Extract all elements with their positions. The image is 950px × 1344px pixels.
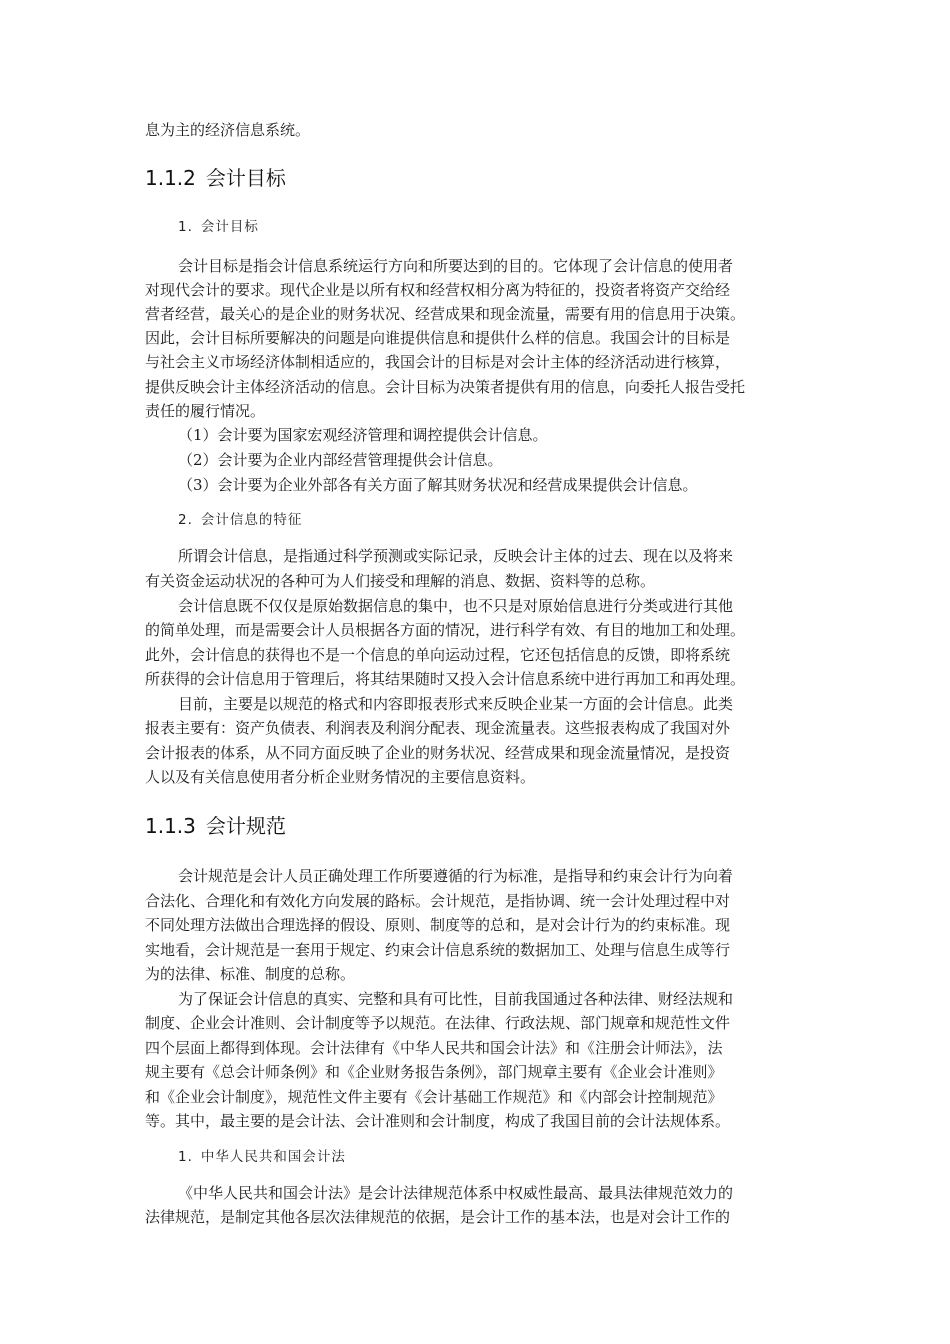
paragraph-line: 四个层面上都得到体现。会计法律有《中华人民共和国会计法》和《注册会计师法》，法 (145, 1039, 723, 1057)
subsection-title: 中华人民共和国会计法 (200, 1149, 346, 1165)
paragraph-line: 制度、企业会计准则、会计制度等予以规范。在法律、行政法规、部门规章和规范性文件 (145, 1014, 731, 1032)
paragraph-line: 不同处理方法做出合理选择的假设、原则、制度等的总和，是对会计行为的约束标准。现 (145, 916, 731, 934)
section-heading (145, 813, 286, 839)
paragraph-line: 规主要有《总会计师条例》和《企业财务报告条例》，部门规章主要有《企业会计准则》 (145, 1063, 723, 1081)
subsection-heading (178, 511, 302, 529)
subsection-title: 会计信息的特征 (200, 512, 303, 528)
subsection-title: 会计目标 (200, 219, 259, 235)
paragraph-line: 等。其中，最主要的是会计法、会计准则和会计制度，构成了我国目前的会计法规体系。 (145, 1112, 731, 1130)
paragraph-line: 提供反映会计主体经济活动的信息。会计目标为决策者提供有用的信息，向委托人报告受托 (145, 378, 746, 396)
paragraph-line: 目前，主要是以规范的格式和内容即报表形式来反映企业某一方面的会计信息。此类 (178, 695, 734, 713)
paragraph-line: 此外，会计信息的获得也不是一个信息的单向运动过程，它还包括信息的反馈，即将系统 (145, 646, 731, 664)
section-number: 1.1.2 (145, 166, 196, 190)
paragraph-line: 报表主要有：资产负债表、利润表及利润分配表、现金流量表。这些报表构成了我国对外 (145, 719, 731, 737)
list-item: （3）会计要为企业外部各有关方面了解其财务状况和经营成果提供会计信息。 (178, 476, 698, 494)
paragraph-line: 和《企业会计制度》，规范性文件主要有《会计基础工作规范》和《内部会计控制规范》 (145, 1088, 723, 1106)
section-number: 1.1.3 (145, 814, 196, 838)
paragraph-line: 责任的履行情况。 (145, 402, 266, 420)
section-title: 会计规范 (205, 814, 286, 838)
list-item: （2）会计要为企业内部经营管理提供会计信息。 (178, 451, 503, 469)
paragraph-line: 《中华人民共和国会计法》是会计法律规范体系中权威性最高、最具法律规范效力的 (178, 1184, 734, 1202)
paragraph-line: 会计目标是指会计信息系统运行方向和所要达到的目的。它体现了会计信息的使用者 (178, 257, 734, 275)
list-item: （1）会计要为国家宏观经济管理和调控提供会计信息。 (178, 426, 548, 444)
subsection-number: 2. (178, 512, 193, 528)
section-heading (145, 165, 286, 191)
paragraph-line: 对现代会计的要求。现代企业是以所有权和经营权相分离为特征的，投资者将资产交给经 (145, 281, 731, 299)
paragraph-line: 会计报表的体系，从不同方面反映了企业的财务状况、经营成果和现金流量情况，是投资 (145, 744, 731, 762)
paragraph-line: 所谓会计信息，是指通过科学预测或实际记录，反映会计主体的过去、现在以及将来 (178, 547, 734, 565)
paragraph-line: 与社会主义市场经济体制相适应的，我国会计的目标是对会计主体的经济活动进行核算， (145, 353, 731, 371)
section-title: 会计目标 (205, 166, 286, 190)
paragraph-line: 法律规范，是制定其他各层次法律规范的依据，是会计工作的基本法，也是对会计工作的 (145, 1208, 731, 1226)
paragraph-line: 有关资金运动状况的各种可为人们接受和理解的消息、数据、资料等的总称。 (145, 572, 656, 590)
paragraph-line: 的简单处理，而是需要会计人员根据各方面的情况，进行科学有效、有目的地加工和处理。 (145, 621, 746, 639)
paragraph-line: 因此，会计目标所要解决的问题是向谁提供信息和提供什么样的信息。我国会计的目标是 (145, 329, 731, 347)
paragraph-line: 营者经营，最关心的是企业的财务状况、经营成果和现金流量，需要有用的信息用于决策。 (145, 305, 746, 323)
paragraph-line: 人以及有关信息使用者分析企业财务情况的主要信息资料。 (145, 768, 536, 786)
paragraph-line: 会计规范是会计人员正确处理工作所要遵循的行为标准，是指导和约束会计行为向着 (178, 867, 734, 885)
paragraph-line: 为了保证会计信息的真实、完整和具有可比性，目前我国通过各种法律、财经法规和 (178, 990, 734, 1008)
paragraph-line: 实地看，会计规范是一套用于规定、约束会计信息系统的数据加工、处理与信息生成等行 (145, 941, 731, 959)
paragraph-line: 合法化、合理化和有效化方向发展的路标。会计规范，是指协调、统一会计处理过程中对 (145, 892, 731, 910)
subsection-heading (178, 218, 259, 236)
subsection-number: 1. (178, 1149, 193, 1165)
paragraph-line: 为的法律、标准、制度的总称。 (145, 965, 356, 983)
paragraph-line: 会计信息既不仅仅是原始数据信息的集中，也不只是对原始信息进行分类或进行其他 (178, 597, 734, 615)
paragraph-line: 息为主的经济信息系统。 (145, 121, 311, 139)
paragraph-line: 所获得的会计信息用于管理后，将其结果随时又投入会计信息系统中进行再加工和再处理。 (145, 670, 746, 688)
subsection-number: 1. (178, 219, 193, 235)
subsection-heading (178, 1148, 346, 1166)
